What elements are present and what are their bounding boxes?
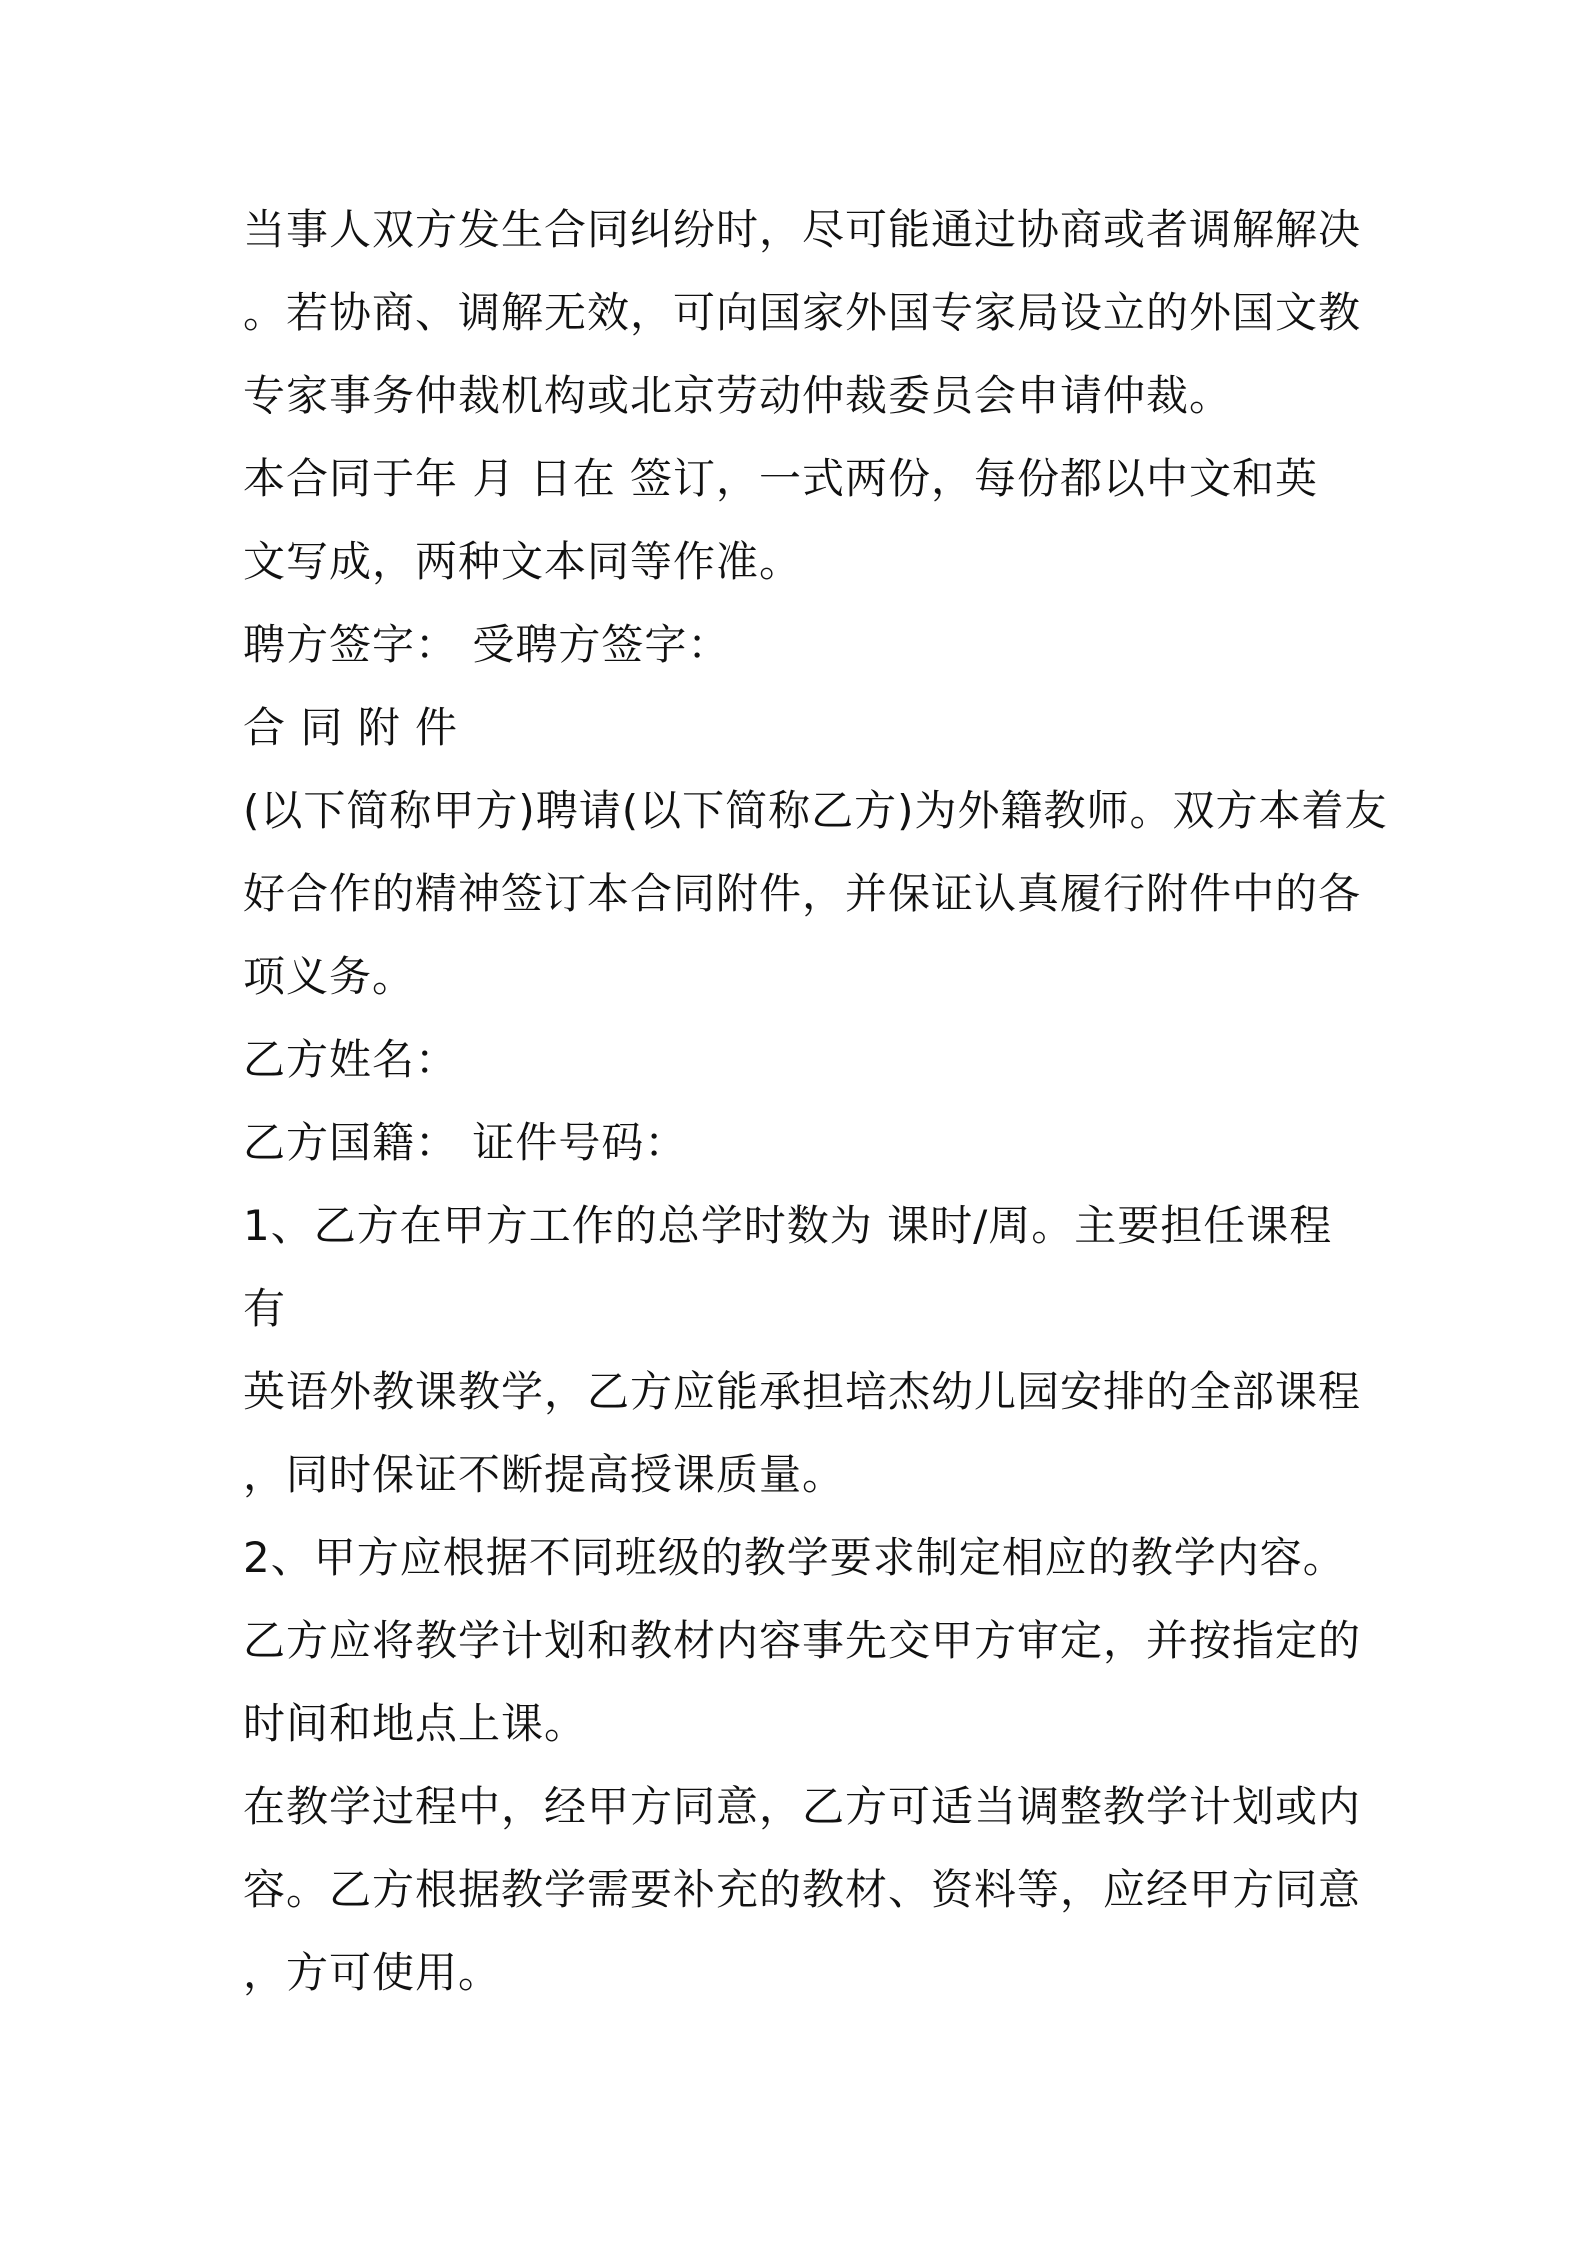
appendix-title: 合 同 附 件 <box>243 703 459 752</box>
text-line-2: 。若协商、调解无效，可向国家外国专家局设立的外国文教 <box>243 288 1362 337</box>
clause-2-line-1: 2、甲方应根据不同班级的教学要求制定相应的教学内容。 <box>243 1533 1346 1582</box>
text-line-5: 文写成，两种文本同等作准。 <box>243 537 803 586</box>
clause-1-line-2: 有 <box>243 1284 287 1333</box>
clause-1-line-3: 英语外教课教学，乙方应能承担培杰幼儿园安排的全部课程 <box>243 1367 1362 1416</box>
party-b-nationality-line: 乙方国籍： 证件号码： <box>243 1118 688 1167</box>
clause-2-line-4: 在教学过程中，经甲方同意，乙方可适当调整教学计划或内 <box>243 1782 1362 1831</box>
text-line-8: (以下简称甲方)聘请(以下简称乙方)为外籍教师。双方本着友 <box>243 786 1388 835</box>
text-line-1: 当事人双方发生合同纠纷时，尽可能通过协商或者调解解决 <box>243 205 1362 254</box>
text-line-3: 专家事务仲裁机构或北京劳动仲裁委员会申请仲裁。 <box>243 371 1233 420</box>
signature-line: 聘方签字： 受聘方签字： <box>243 620 731 669</box>
clause-2-line-2: 乙方应将教学计划和教材内容事先交甲方审定，并按指定的 <box>243 1616 1362 1665</box>
party-b-name-line: 乙方姓名： <box>243 1035 459 1084</box>
clause-1-line-4: ，同时保证不断提高授课质量。 <box>243 1450 846 1499</box>
clause-2-line-6: ，方可使用。 <box>243 1948 502 1997</box>
clause-2-line-3: 时间和地点上课。 <box>243 1699 588 1748</box>
clause-2-line-5: 容。乙方根据教学需要补充的教材、资料等，应经甲方同意 <box>243 1865 1362 1914</box>
clause-1-line-1: 1、乙方在甲方工作的总学时数为 课时/周。主要担任课程 <box>243 1201 1333 1250</box>
text-line-10: 项义务。 <box>243 952 416 1001</box>
text-line-9: 好合作的精神签订本合同附件，并保证认真履行附件中的各 <box>243 869 1362 918</box>
text-line-4: 本合同于年 月 日在 签订，一式两份，每份都以中文和英 <box>243 454 1319 503</box>
